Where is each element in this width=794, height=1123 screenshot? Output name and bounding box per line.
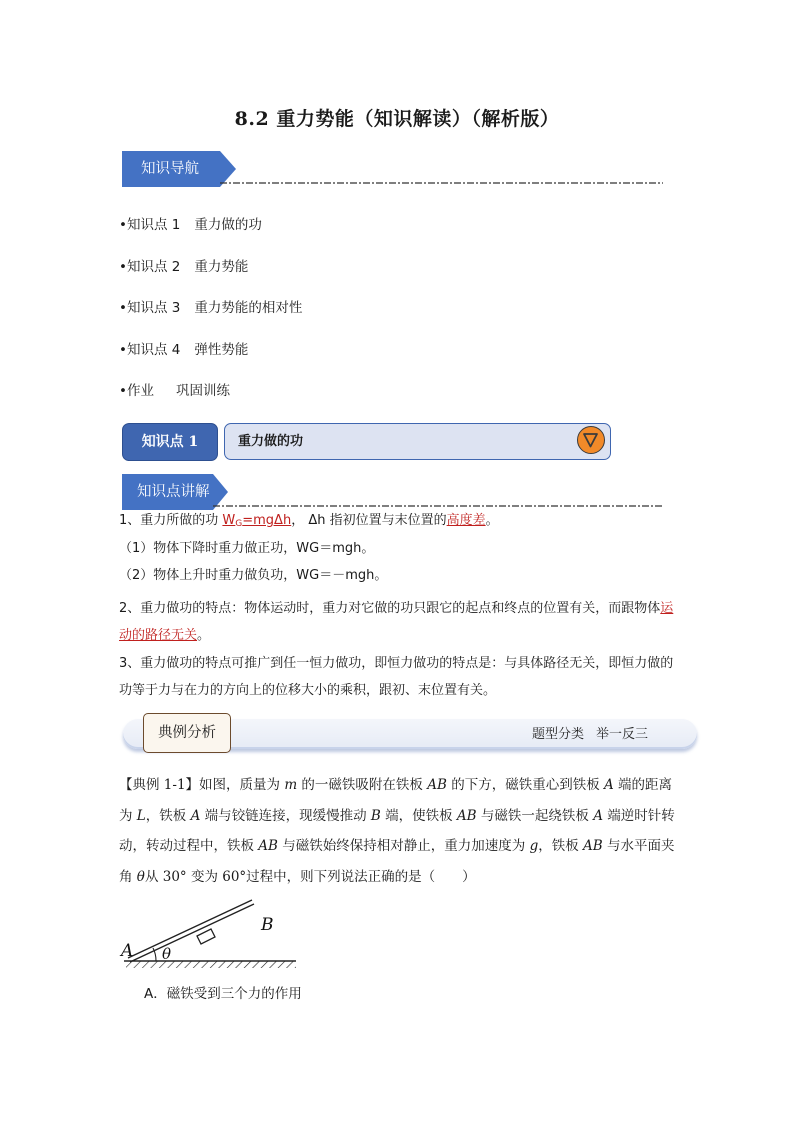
knowledge-point-title: 重力做的功 — [238, 434, 304, 449]
label-theta: θ — [162, 945, 172, 963]
toc-bullet: •作业 — [119, 383, 154, 399]
toc-label: 弹性势能 — [194, 342, 249, 358]
toc-item-3[interactable] — [119, 296, 302, 316]
toc-bullet: •知识点 2 — [119, 259, 181, 275]
knowledge-point-title-box — [224, 423, 611, 460]
highlight-height-difference: 高度差 — [446, 513, 486, 528]
toc-item-1[interactable] — [119, 213, 262, 233]
toc-bullet: •知识点 4 — [119, 342, 181, 358]
incline-diagram — [118, 890, 308, 972]
triangle-down-icon — [578, 427, 603, 452]
example-tag: 典例分析 — [143, 713, 231, 753]
option-a[interactable]: A．磁铁受到三个力的作用 — [144, 986, 302, 1002]
label-b: B — [261, 915, 274, 935]
iron-plate-lower-edge — [130, 904, 254, 962]
toc-label: 重力势能 — [194, 259, 249, 275]
ground-hatching — [126, 961, 296, 968]
formula-rhs: =mgΔh — [242, 513, 292, 528]
text-run: ， Δh 指初位置与末位置的 — [291, 513, 447, 528]
formula-subscript: G — [235, 519, 243, 529]
text-run: 。 — [197, 628, 211, 643]
toc-label: 重力做的功 — [194, 217, 262, 233]
label-a: A — [121, 941, 134, 961]
highlight-path-independent: 运动的路径无关 — [119, 601, 674, 643]
explain-paragraph-3: （2）物体上升时重力做负功，WG＝－mgh。 — [119, 568, 388, 583]
knowledge-point-tag: 知识点 1 — [122, 423, 218, 461]
toc-label: 巩固训练 — [175, 383, 230, 399]
toc-bullet: •知识点 1 — [119, 217, 181, 233]
practice-label: 举一反三 — [596, 727, 649, 742]
explain-paragraph-2: （1）物体下降时重力做正功，WG＝mgh。 — [119, 541, 375, 556]
magnet-block — [197, 929, 215, 944]
toc-bullet: •知识点 3 — [119, 300, 181, 316]
knowledge-explain-label: 知识点讲解 — [137, 484, 210, 500]
explain-paragraph-1 — [119, 512, 679, 533]
toc-item-homework[interactable] — [119, 379, 230, 399]
iron-plate-upper-edge — [128, 900, 252, 958]
knowledge-nav-banner — [122, 151, 667, 187]
toc-item-2[interactable] — [119, 255, 248, 275]
toc-label: 重力势能的相对性 — [194, 300, 303, 316]
explain-paragraph-4 — [119, 595, 679, 649]
example-bar-right-text — [532, 723, 648, 742]
formula-w: W — [222, 513, 236, 528]
page-title: 8.2 重力势能（知识解读）（解析版） — [234, 108, 560, 130]
toc-item-4[interactable] — [119, 338, 248, 358]
explain-paragraph-5: 3、重力做功的特点可推广到任一恒力做功，即恒力做功的特点是：与具体路径无关，即恒力做的功等于力与在力的方向上的位移大小的乘积，跟初、末位置有关。 — [119, 656, 674, 698]
question-type-label: 题型分类 — [532, 727, 585, 742]
text-run: 。 — [485, 513, 499, 528]
knowledge-nav-label: 知识导航 — [141, 161, 199, 177]
text-run: 2、重力做功的特点：物体运动时，重力对它做的功只跟它的起点和终点的位置有关，而跟物体 — [119, 601, 661, 616]
knowledge-explain-banner — [122, 474, 667, 510]
work-formula — [222, 513, 291, 528]
banner-arrow-shape — [122, 151, 667, 191]
collapse-toggle-icon[interactable] — [577, 426, 605, 454]
example-question-text: 【典例 1-1】如图，质量为 m 的一磁铁吸附在铁板 AB 的下方，磁铁重心到铁板 A 端的距离为 L，铁板 A 端与铰链连接，现缓慢推动 B 端，使铁板 AB 与磁铁一起绕铁板 A 端逆时针转动，转动过程中，铁板 AB 与磁铁始终保持相对静止，重力加速度为 g，铁板 AB 与水平面夹角 θ从 30° 变为 60°过程中，则下列说法正确的是（ ） — [119, 777, 675, 885]
text-run: 1、重力所做的功 — [119, 513, 223, 528]
